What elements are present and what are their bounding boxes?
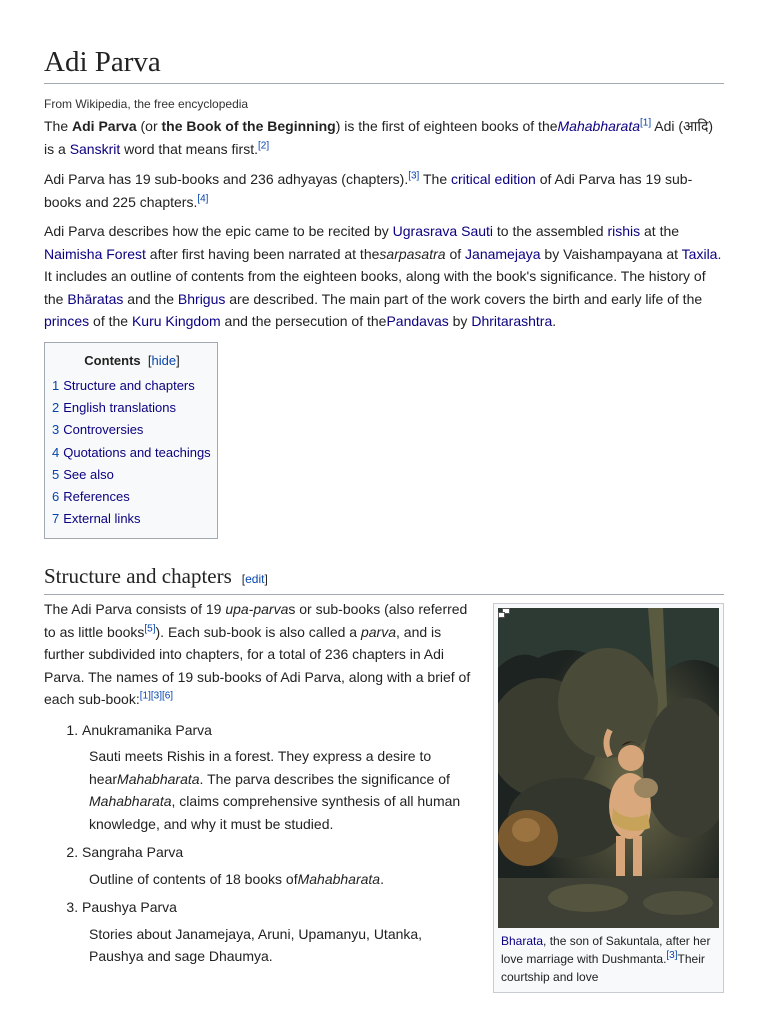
section-heading: [44, 562, 724, 595]
intro-paragraph-2: [44, 168, 724, 213]
toc-item-references[interactable]: [52, 486, 211, 508]
toc-link[interactable]: References: [63, 489, 130, 505]
bold-text: the Book of the Beginning: [161, 118, 336, 134]
reference-link[interactable]: [3]: [666, 950, 678, 961]
toc-number: 2: [52, 400, 60, 416]
text: .: [552, 313, 557, 329]
text: The Adi Parva consists of 19: [44, 601, 226, 617]
link-bharata[interactable]: Bharata: [501, 934, 544, 948]
intro-paragraph-1: [44, 115, 724, 160]
toc-item-translations[interactable]: [52, 397, 211, 419]
table-of-contents: [44, 342, 218, 539]
italic-text: Mahabharata: [117, 770, 200, 787]
section-title: Structure and chapters: [44, 564, 232, 588]
sub-book-description: [82, 923, 480, 968]
link-bhrigus[interactable]: Bhrigus: [177, 290, 226, 307]
reference-link[interactable]: [1]: [640, 117, 652, 129]
site-tagline: From Wikipedia, the free encyclopedia: [44, 97, 249, 111]
link-pandavas[interactable]: Pandavas: [386, 313, 449, 329]
text: .: [380, 870, 384, 887]
text: of: [445, 245, 466, 262]
toc-link[interactable]: Controversies: [63, 422, 144, 438]
toc-link[interactable]: Quotations and teachings: [63, 444, 211, 460]
toc-link[interactable]: See also: [63, 466, 114, 482]
text: . It includes an outline of contents from the eighteen books, along with the book's significance. The history of the: [44, 245, 722, 307]
italic-text: Mahabharata: [297, 870, 381, 887]
sub-book-description: [82, 745, 480, 835]
link-naimisha-forest[interactable]: Naimisha Forest: [44, 245, 146, 262]
text: Stories about Janamejaya, Aruni, Upamanyu, Utanka, Paushya and sage Dhaumya.: [89, 925, 423, 964]
toc-number: 7: [52, 511, 60, 527]
link-princes[interactable]: princes: [44, 313, 90, 329]
bracket: ]: [264, 572, 268, 586]
intro-paragraph-3: [44, 220, 724, 333]
text: . The parva describes the significance of: [199, 770, 450, 787]
section-paragraph: [44, 598, 480, 711]
italic-text: parva: [360, 623, 396, 640]
toc-number: 4: [52, 444, 60, 460]
text: Their courtship and love: [501, 952, 705, 984]
reference-link[interactable]: [2]: [257, 139, 270, 151]
toc-hide-toggle[interactable]: hide: [151, 353, 177, 368]
figure-caption: [501, 932, 717, 986]
text: and the: [123, 290, 178, 307]
text: The: [419, 171, 451, 187]
text: (or: [136, 118, 162, 134]
sub-book-name: Paushya Parva: [82, 899, 177, 915]
text: The: [44, 118, 73, 134]
link-rishis[interactable]: rishis: [607, 223, 641, 239]
italic-text: upa-parva: [225, 601, 289, 617]
page-title: Adi Parva: [44, 42, 724, 84]
sub-book-list: [44, 719, 480, 968]
text: word that means first.: [120, 140, 258, 157]
bharata-painting[interactable]: [498, 608, 719, 928]
enlarge-icon[interactable]: [498, 608, 510, 618]
text: are described. The main part of the work covers the birth and early life of the: [225, 290, 703, 307]
text: Adi Parva describes how the epic came to be recited by: [44, 223, 393, 239]
section-body: [44, 598, 480, 974]
toc-link[interactable]: Structure and chapters: [63, 378, 195, 393]
toc-list: [52, 375, 211, 530]
sub-book-name: Anukramanika Parva: [82, 721, 212, 738]
reference-link[interactable]: [4]: [197, 192, 209, 204]
toc-header: [45, 351, 219, 371]
figure-thumbnail: [493, 603, 724, 993]
text: ) is the first of eighteen books of the: [335, 118, 558, 134]
link-kuru-kingdom[interactable]: Kuru Kingdom: [131, 313, 221, 329]
text: by Vaishampayana at: [540, 245, 682, 262]
text: by: [448, 313, 472, 329]
text: , claims comprehensive synthesis of all human knowledge, and why it must be studied.: [89, 793, 461, 832]
text: Outline of contents of 18 books of: [89, 870, 298, 887]
toc-number: 6: [52, 489, 60, 505]
toc-title: Contents: [84, 353, 141, 368]
toc-item-quotations[interactable]: [52, 442, 211, 464]
toc-number: 3: [52, 422, 60, 438]
text: to the assembled: [493, 223, 608, 239]
toc-item-structure[interactable]: [52, 375, 211, 397]
text: s or sub-books (also referred to as little books: [44, 601, 468, 640]
toc-number: 5: [52, 466, 60, 482]
list-item: [82, 719, 480, 836]
link-ugrasrava-sauti[interactable]: Ugrasrava Sauti: [392, 223, 494, 239]
text: after first having been narrated at the: [145, 245, 380, 262]
bold-text: Adi Parva: [72, 118, 137, 134]
sub-book-name: Sangraha Parva: [82, 844, 184, 860]
toc-item-external-links[interactable]: [52, 508, 211, 530]
bracket: ]: [176, 353, 180, 368]
toc-link[interactable]: English translations: [63, 400, 176, 416]
text: of the: [89, 313, 132, 329]
link-sanskrit[interactable]: Sanskrit: [69, 140, 121, 157]
toc-item-controversies[interactable]: [52, 419, 211, 441]
text: , and is further subdivided into chapters, for a total of 236 chapters in Adi Parva. The names of 19 sub-books of Adi Parva, along with a brief of each sub-book:: [44, 623, 471, 707]
link-taxila[interactable]: Taxila: [681, 245, 718, 262]
toc-item-see-also[interactable]: [52, 464, 211, 486]
list-item: [82, 841, 480, 890]
reference-link[interactable]: [1][3][6]: [139, 690, 174, 702]
link-janamejaya[interactable]: Janamejaya: [465, 245, 541, 262]
text: of Adi Parva has 19 sub-books and 225 chapters.: [44, 171, 693, 210]
sub-book-description: [82, 868, 480, 891]
toc-link[interactable]: External links: [63, 511, 141, 527]
edit-section-link[interactable]: edit: [245, 572, 265, 586]
link-mahabharata[interactable]: Mahabharata: [557, 118, 641, 134]
text: Adi (आदि) is a: [44, 118, 714, 157]
italic-text: Mahabharata: [89, 793, 172, 809]
toc-number: 1: [52, 378, 60, 393]
text: and the persecution of the: [220, 313, 387, 329]
text: Sauti meets Rishis in a forest. They express a desire to hear: [89, 748, 432, 787]
reference-link[interactable]: [5]: [144, 622, 156, 634]
text: ). Each sub-book is also called a: [155, 623, 361, 640]
reference-link[interactable]: [3]: [408, 170, 420, 182]
bracket: [: [147, 353, 152, 368]
list-item: [82, 896, 480, 968]
italic-text: sarpasatra: [379, 245, 446, 262]
link-bharatas[interactable]: Bhāratas: [67, 290, 124, 307]
link-dhritarashtra[interactable]: Dhritarashtra: [471, 313, 553, 329]
text: Adi Parva has 19 sub-books and 236 adhyayas (chapters).: [44, 171, 409, 187]
bracket: [: [241, 572, 246, 586]
text: at the: [640, 223, 680, 239]
link-critical-edition[interactable]: critical edition: [451, 171, 536, 187]
text: , the son of Sakuntala, after her love marriage with Dushmanta.: [501, 934, 711, 966]
